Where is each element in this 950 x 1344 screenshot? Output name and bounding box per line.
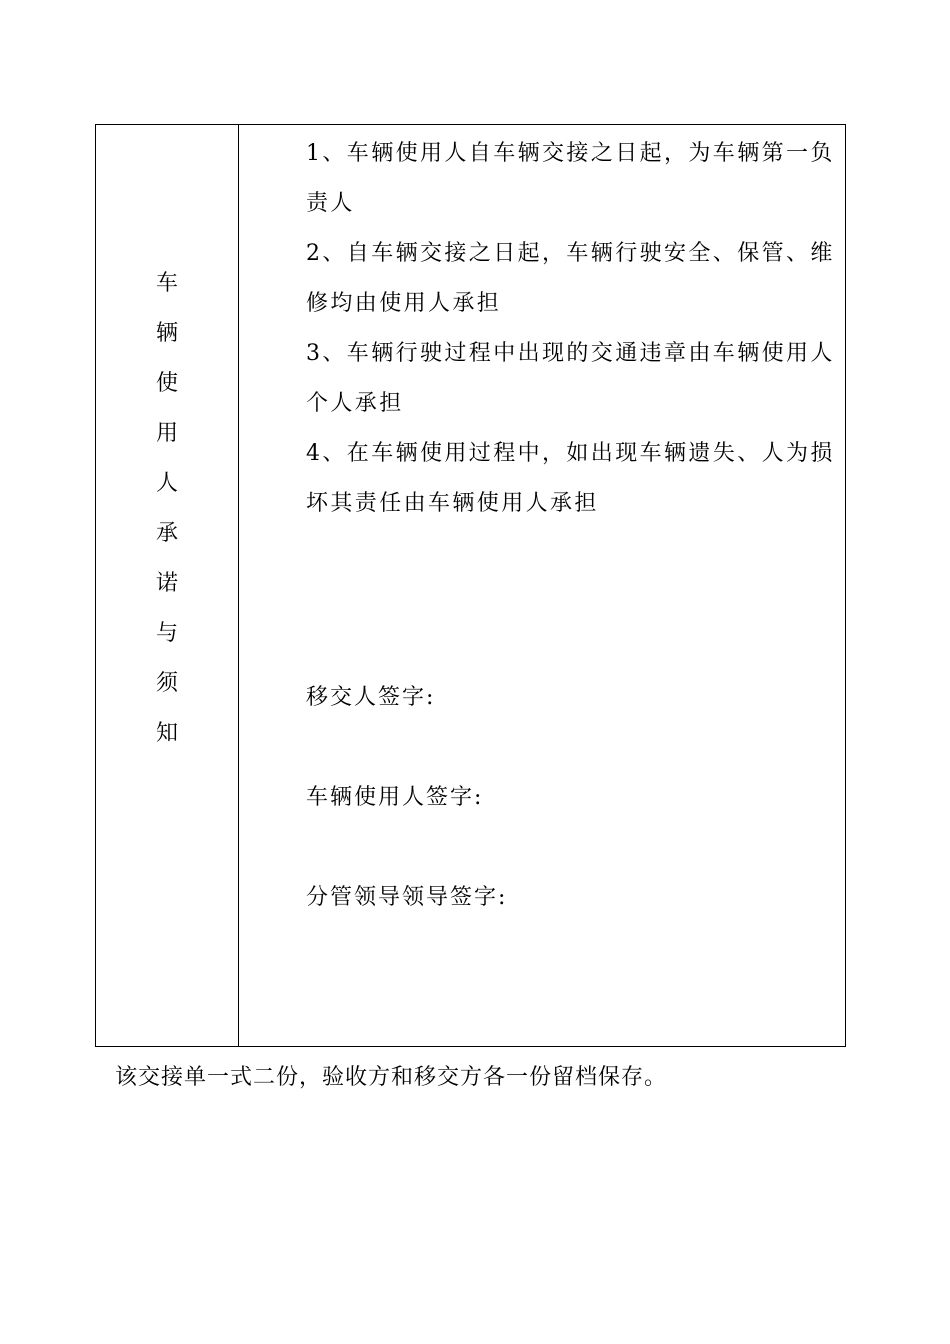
- label-char: 人: [155, 471, 178, 496]
- leader-signature-label: 分管领导领导签字:: [306, 885, 508, 910]
- transferor-signature-label: 移交人签字:: [306, 685, 436, 710]
- label-char: 与: [155, 621, 178, 646]
- terms-list: [306, 129, 836, 529]
- label-cell: [96, 125, 239, 1046]
- user-signature-label: 车辆使用人签字:: [306, 785, 484, 810]
- term-item: 2、自车辆交接之日起，车辆行驶安全、保管、维修均由使用人承担: [306, 241, 835, 316]
- commitment-table: [95, 124, 846, 1047]
- label-char: 用: [155, 421, 178, 446]
- label-char: 使: [155, 371, 178, 396]
- content-cell: [239, 125, 845, 1046]
- footnote: 该交接单一式二份，验收方和移交方各一份留档保存。: [115, 1065, 668, 1090]
- term-item: 4、在车辆使用过程中，如出现车辆遗失、人为损坏其责任由车辆使用人承担: [306, 441, 835, 516]
- term-item: 1、车辆使用人自车辆交接之日起，为车辆第一负责人: [306, 141, 835, 216]
- label-char: 车: [155, 271, 178, 296]
- label-char: 承: [155, 521, 178, 546]
- label-char: 辆: [155, 321, 178, 346]
- vertical-label: [96, 259, 238, 759]
- label-char: 诺: [155, 571, 178, 596]
- term-item: 3、车辆行驶过程中出现的交通违章由车辆使用人个人承担: [306, 341, 835, 416]
- label-char: 须: [155, 671, 178, 696]
- label-char: 知: [155, 721, 178, 746]
